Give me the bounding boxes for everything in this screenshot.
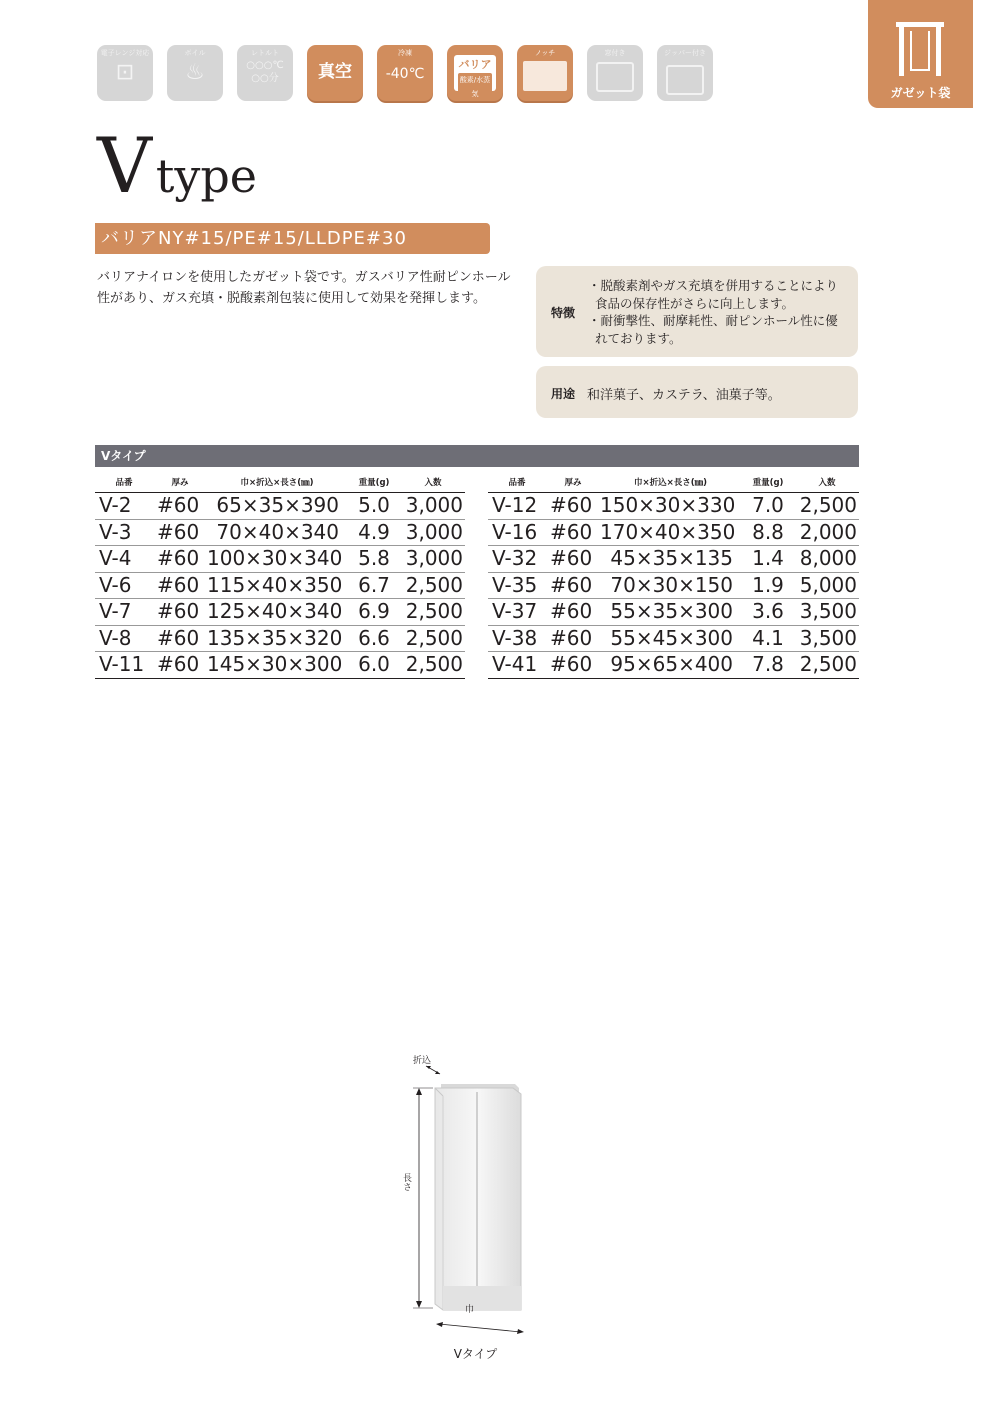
cell-quantity: 3,000 <box>401 546 465 573</box>
cell-product-code: V-8 <box>95 625 153 652</box>
cell-weight: 6.6 <box>347 625 401 652</box>
barrier-icon: バリア 酸素/水蒸気 <box>447 45 503 101</box>
cell-size: 55×35×300 <box>600 599 741 626</box>
cell-product-code: V-37 <box>488 599 546 626</box>
table-row <box>488 652 859 679</box>
cell-quantity: 3,000 <box>401 493 465 520</box>
cell-product-code: V-12 <box>488 493 546 520</box>
gusset-bag-icon <box>896 22 944 76</box>
cell-product-code: V-2 <box>95 493 153 520</box>
cell-thickness: #60 <box>546 652 600 679</box>
boil-icon: ボイル ♨ <box>167 45 223 101</box>
cell-thickness: #60 <box>546 625 600 652</box>
freeze-icon: 冷凍 -40℃ <box>377 45 433 101</box>
col-header-qty: 入数 <box>401 471 465 493</box>
table-row <box>95 546 465 573</box>
cell-weight: 8.8 <box>741 519 795 546</box>
cell-product-code: V-35 <box>488 572 546 599</box>
cell-product-code: V-11 <box>95 652 153 679</box>
zipper-icon: ジッパー付き <box>657 45 713 101</box>
features-item: ・脱酸素剤やガス充填を併用することにより食品の保存性がさらに向上します。 <box>588 278 839 311</box>
col-header-code: 品番 <box>95 471 153 493</box>
col-header-size: 巾×折込×長さ(㎜) <box>207 471 347 493</box>
cell-quantity: 3,500 <box>795 599 859 626</box>
col-header-size: 巾×折込×長さ(㎜) <box>600 471 741 493</box>
col-header-thickness: 厚み <box>546 471 600 493</box>
cell-size: 55×45×300 <box>600 625 741 652</box>
spec-table-left <box>95 471 465 679</box>
cell-thickness: #60 <box>153 572 207 599</box>
notch-icon: ノッチ <box>517 45 573 101</box>
cell-thickness: #60 <box>153 625 207 652</box>
features-item: ・耐衝撃性、耐摩耗性、耐ピンホール性に優れております。 <box>588 313 838 346</box>
cell-size: 65×35×390 <box>207 493 347 520</box>
cell-product-code: V-41 <box>488 652 546 679</box>
col-header-qty: 入数 <box>795 471 859 493</box>
table-row <box>488 572 859 599</box>
table-row <box>95 625 465 652</box>
cell-product-code: V-7 <box>95 599 153 626</box>
uses-tag: 用途 <box>551 387 576 401</box>
cell-size: 145×30×300 <box>207 652 347 679</box>
cell-size: 70×30×150 <box>600 572 741 599</box>
length-label: 長さ <box>401 1173 411 1191</box>
cell-weight: 7.8 <box>741 652 795 679</box>
col-header-thickness: 厚み <box>153 471 207 493</box>
table-row <box>95 599 465 626</box>
cell-product-code: V-38 <box>488 625 546 652</box>
cell-thickness: #60 <box>546 519 600 546</box>
table-row <box>488 493 859 520</box>
page-title: Vtype <box>97 121 258 210</box>
category-label: ガゼット袋 <box>890 86 951 100</box>
table-row <box>95 652 465 679</box>
cell-weight: 5.0 <box>347 493 401 520</box>
cell-size: 115×40×350 <box>207 572 347 599</box>
col-header-weight: 重量(g) <box>347 471 401 493</box>
cell-thickness: #60 <box>546 546 600 573</box>
cell-quantity: 5,000 <box>795 572 859 599</box>
cell-quantity: 2,500 <box>401 599 465 626</box>
table-row <box>488 519 859 546</box>
cell-product-code: V-16 <box>488 519 546 546</box>
category-tab <box>868 0 973 108</box>
cell-product-code: V-3 <box>95 519 153 546</box>
cell-quantity: 2,500 <box>795 493 859 520</box>
table-title: Vタイプ <box>95 445 859 467</box>
table-row <box>95 519 465 546</box>
cell-thickness: #60 <box>546 599 600 626</box>
col-header-code: 品番 <box>488 471 546 493</box>
col-header-weight: 重量(g) <box>741 471 795 493</box>
cell-thickness: #60 <box>153 493 207 520</box>
cell-size: 170×40×350 <box>600 519 741 546</box>
cell-quantity: 3,500 <box>795 625 859 652</box>
cell-thickness: #60 <box>153 652 207 679</box>
uses-text: 和洋菓子、カステラ、油菓子等。 <box>587 388 781 403</box>
cell-weight: 3.6 <box>741 599 795 626</box>
table-row <box>488 546 859 573</box>
cell-size: 70×40×340 <box>207 519 347 546</box>
cell-thickness: #60 <box>153 519 207 546</box>
vacuum-icon: 真空 <box>307 45 363 101</box>
cell-quantity: 8,000 <box>795 546 859 573</box>
uses-panel <box>536 366 858 418</box>
table-row <box>488 599 859 626</box>
microwave-icon: 電子レンジ対応 ⊡ <box>97 45 153 101</box>
material-spec: バリアNY#15/PE#15/LLDPE#30 <box>95 223 490 254</box>
cell-weight: 6.0 <box>347 652 401 679</box>
cell-quantity: 2,500 <box>401 652 465 679</box>
cell-size: 95×65×400 <box>600 652 741 679</box>
features-panel <box>536 266 858 357</box>
cell-quantity: 2,500 <box>401 572 465 599</box>
cell-product-code: V-4 <box>95 546 153 573</box>
cell-weight: 1.9 <box>741 572 795 599</box>
spec-table-right <box>488 471 859 679</box>
width-label: 巾 <box>463 1304 473 1313</box>
cell-product-code: V-32 <box>488 546 546 573</box>
cell-thickness: #60 <box>153 546 207 573</box>
features-list <box>588 277 850 347</box>
diagram-caption: Vタイプ <box>453 1347 498 1361</box>
window-icon: 窓付き <box>587 45 643 101</box>
fold-label: 折込 <box>413 1056 432 1066</box>
cell-size: 45×35×135 <box>600 546 741 573</box>
cell-weight: 5.8 <box>347 546 401 573</box>
table-row <box>95 572 465 599</box>
cell-weight: 4.1 <box>741 625 795 652</box>
features-tag: 特徴 <box>551 306 576 320</box>
cell-quantity: 2,500 <box>795 652 859 679</box>
cell-size: 125×40×340 <box>207 599 347 626</box>
cell-size: 135×35×320 <box>207 625 347 652</box>
cell-weight: 7.0 <box>741 493 795 520</box>
cell-quantity: 2,000 <box>795 519 859 546</box>
cell-weight: 4.9 <box>347 519 401 546</box>
cell-thickness: #60 <box>546 493 600 520</box>
cell-weight: 1.4 <box>741 546 795 573</box>
cell-weight: 6.9 <box>347 599 401 626</box>
gusset-bag-illustration <box>395 1040 555 1340</box>
cell-product-code: V-6 <box>95 572 153 599</box>
cell-quantity: 2,500 <box>401 625 465 652</box>
cell-size: 150×30×330 <box>600 493 741 520</box>
bag-diagram <box>395 1040 555 1370</box>
cell-size: 100×30×340 <box>207 546 347 573</box>
product-description: バリアナイロンを使用したガゼット袋です。ガスバリア性耐ピンホール性があり、ガス充填・脱酸素剤包装に使用して効果を発揮します。 <box>97 270 511 306</box>
cell-thickness: #60 <box>546 572 600 599</box>
cell-quantity: 3,000 <box>401 519 465 546</box>
table-row <box>95 493 465 520</box>
table-row <box>488 625 859 652</box>
retort-icon: レトルト ○○○℃ ○○分 <box>237 45 293 101</box>
cell-weight: 6.7 <box>347 572 401 599</box>
cell-thickness: #60 <box>153 599 207 626</box>
